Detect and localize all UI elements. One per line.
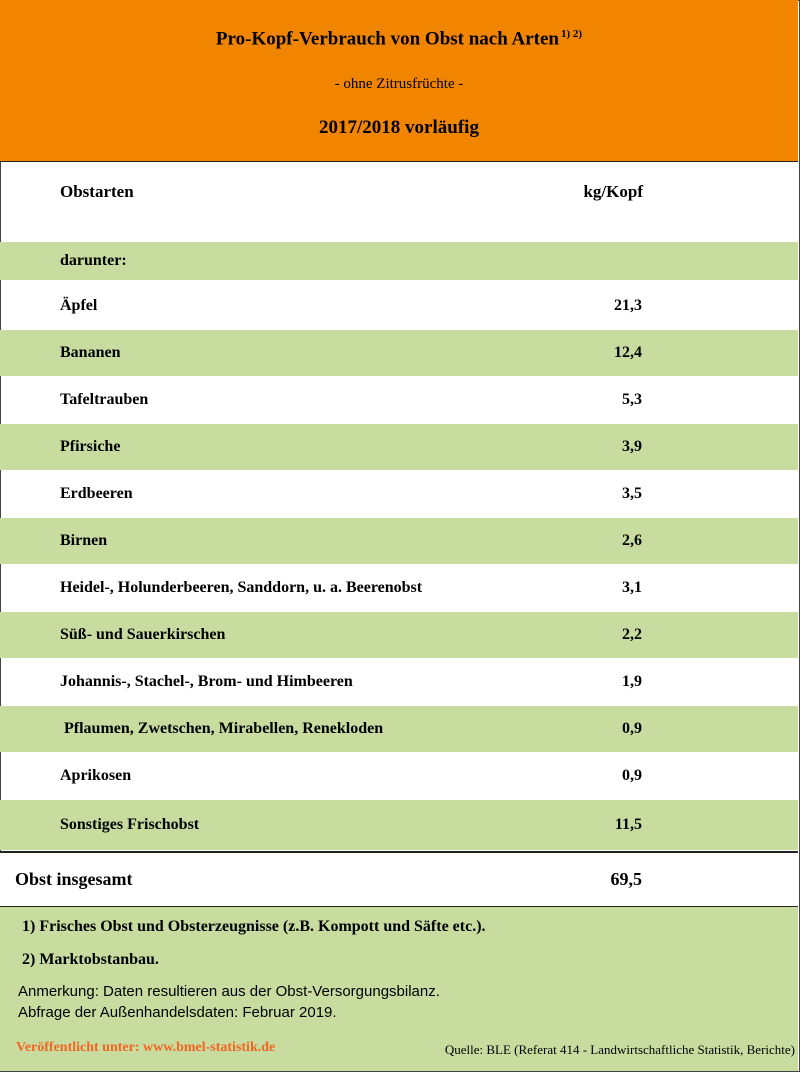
row-label: Heidel-, Holunderbeeren, Sanddorn, u. a. Beerenobst (60, 579, 423, 596)
table-header (0, 0, 798, 162)
column-header-unit: kg/Kopf (583, 182, 643, 201)
row-value: 12,4 (614, 344, 642, 361)
row-label: Süß- und Sauerkirschen (60, 626, 226, 643)
total-label: Obst insgesamt (15, 869, 133, 889)
row-label: Johannis-, Stachel-, Brom- und Himbeeren (60, 673, 353, 690)
row-label: Pfirsiche (60, 438, 121, 455)
table-row (0, 377, 798, 423)
row-label: Pflaumen, Zwetschen, Mirabellen, Renekloden (60, 720, 384, 737)
row-value: 2,6 (622, 532, 642, 549)
table-row (0, 706, 798, 752)
row-value: 1,9 (622, 673, 642, 690)
row-label: Bananen (60, 344, 121, 361)
source-note: Quelle: BLE (Referat 414 - Landwirtschaftliche Statistik, Berichte) (444, 1042, 795, 1057)
table-year: 2017/2018 vorläufig (319, 117, 479, 138)
row-value: 0,9 (622, 767, 642, 784)
note-line-2: Abfrage der Außenhandelsdaten: Februar 2019. (18, 1004, 337, 1021)
publication-note (16, 1040, 275, 1056)
total-row (0, 851, 798, 907)
row-value: 0,9 (622, 720, 642, 737)
table-subtitle: - ohne Zitrusfrüchte - (334, 76, 464, 92)
table-row (0, 612, 798, 658)
table-row (0, 659, 798, 705)
table-row (0, 471, 798, 517)
row-label: Birnen (60, 532, 108, 549)
row-label: Erdbeeren (60, 485, 133, 502)
row-label: Tafeltrauben (60, 391, 149, 408)
title-footnote-marks: 1) 2) (561, 28, 583, 40)
table-row (0, 424, 798, 470)
note-line-1: Anmerkung: Daten resultieren aus der Obst-Versorgungsbilanz. (18, 983, 440, 1000)
row-value: 11,5 (614, 816, 642, 833)
row-value: 3,5 (622, 485, 642, 502)
column-header-fruit: Obstarten (60, 182, 134, 201)
table-row (0, 800, 798, 850)
row-label: Sonstiges Frischobst (60, 816, 200, 833)
table-row (0, 565, 798, 611)
row-label: Aprikosen (60, 767, 132, 784)
total-value: 69,5 (610, 869, 642, 889)
row-value: 21,3 (614, 297, 642, 314)
table-row (0, 518, 798, 564)
footnote-2: 2) Marktobstanbau. (22, 951, 159, 968)
table-row (0, 283, 798, 329)
row-value: 3,1 (622, 579, 642, 596)
publication-label: Veröffentlicht unter: (16, 1040, 140, 1055)
table-title: Pro-Kopf-Verbrauch von Obst nach Arten $^{1) 2)}$ (215, 28, 583, 50)
row-value: 3,9 (622, 438, 642, 455)
table-row (0, 330, 798, 376)
row-value: 5,3 (622, 391, 642, 408)
footnote-1: 1) Frisches Obst und Obsterzeugnisse (z.B. Kompott und Säfte etc.). (22, 918, 486, 935)
row-label: Äpfel (60, 297, 98, 314)
publication-link[interactable]: www.bmel-statistik.de (143, 1040, 276, 1055)
table-row (0, 753, 798, 799)
section-row (0, 242, 798, 280)
section-label: darunter: (60, 252, 127, 269)
row-value: 2,2 (622, 626, 642, 643)
